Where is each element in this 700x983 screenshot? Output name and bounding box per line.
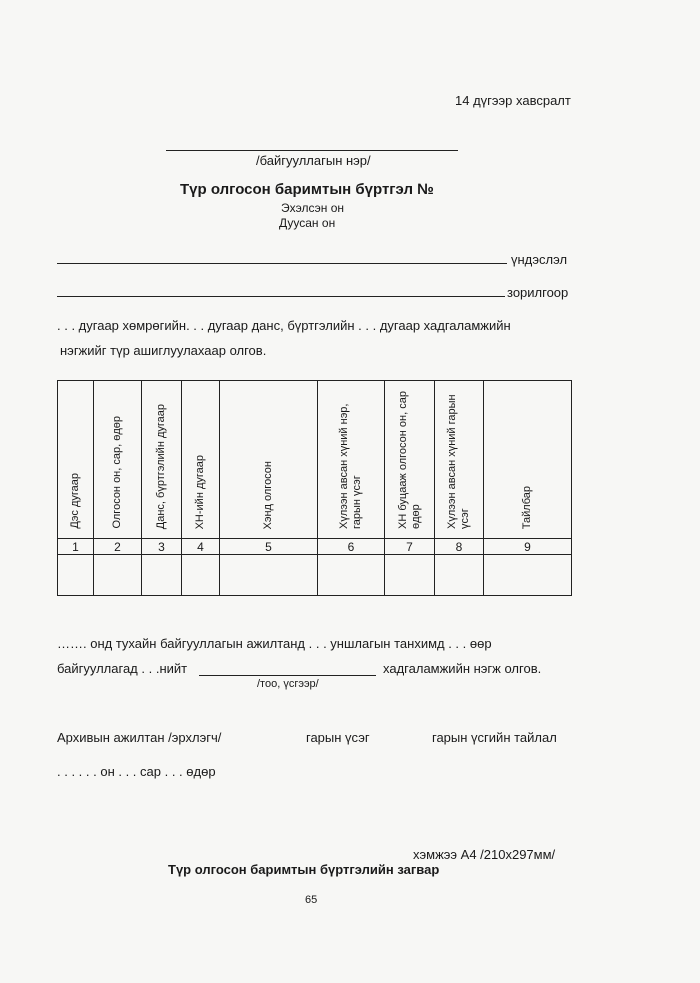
header-label: Дэс дугаар (69, 473, 81, 529)
paragraph-line-2: нэгжийг түр ашиглуулахаар олгов. (60, 343, 267, 358)
org-name-line (166, 150, 458, 151)
column-number: 8 (435, 539, 484, 555)
document-title: Түр олгосон баримтын бүртгэл № (180, 181, 434, 198)
blank-cell (142, 555, 182, 596)
purpose-label: зорилгоор (507, 285, 569, 300)
page-number: 65 (305, 894, 318, 906)
column-number: 6 (318, 539, 385, 555)
blank-cell (385, 555, 435, 596)
column-number: 9 (484, 539, 572, 555)
header-cell (182, 381, 220, 539)
basis-line (57, 263, 507, 264)
header-cell (58, 381, 94, 539)
signature-explanation-label: гарын үсгийн тайлал (432, 730, 557, 745)
appendix-label: 14 дүгээр хавсралт (455, 93, 571, 108)
blank-cell (318, 555, 385, 596)
paper-size-label: хэмжээ А4 /210х297мм/ (413, 847, 556, 862)
blank-cell (435, 555, 484, 596)
ended-year: Дуусан он (279, 216, 336, 230)
basis-label: үндэслэл (511, 252, 568, 267)
org-name-label: /байгууллагын нэр/ (256, 153, 371, 168)
header-label: Данс, бүртгэлийн дугаар (155, 403, 167, 529)
header-label: ХН-ийн дугаар (194, 454, 206, 529)
header-label: Хэнд олгосон (262, 460, 274, 529)
column-number: 7 (385, 539, 435, 555)
paragraph-line-1: . . . дугаар хөмрөгийн. . . дугаар данс, бүртгэлийн . . . дугаар хадгаламжийн (57, 318, 511, 333)
column-number: 3 (142, 539, 182, 555)
column-number: 4 (182, 539, 220, 555)
archivist-label: Архивын ажилтан /эрхлэгч/ (57, 730, 222, 745)
column-number: 5 (220, 539, 318, 555)
count-label: /тоо, үсгээр/ (257, 678, 319, 690)
count-line (199, 675, 376, 676)
column-number: 1 (58, 539, 94, 555)
blank-row (58, 555, 572, 596)
header-row (58, 381, 572, 539)
header-label: ХН буцааж олгосон он, сар өдөр (396, 391, 422, 529)
number-row (58, 539, 572, 555)
purpose-line (57, 296, 505, 297)
header-cell (142, 381, 182, 539)
signature-label: гарын үсэг (306, 730, 370, 745)
blank-cell (220, 555, 318, 596)
header-cell (385, 381, 435, 539)
register-table (57, 380, 572, 596)
form-caption: Түр олгосон баримтын бүртгэлийн загвар (168, 862, 440, 877)
issued-line-2-start: байгууллагад . . .нийт (57, 661, 188, 676)
header-label: Тайлбар (521, 485, 533, 529)
header-label: Олгосон он, сар, өдөр (111, 416, 123, 529)
started-year: Эхэлсэн он (281, 201, 345, 215)
issued-line-1: ……. онд тухайн байгууллагын ажилтанд . . . уншлагын танхимд . . . өөр (57, 636, 492, 651)
header-cell (220, 381, 318, 539)
blank-cell (484, 555, 572, 596)
header-cell (435, 381, 484, 539)
blank-cell (58, 555, 94, 596)
issued-line-2-end: хадгаламжийн нэгж олгов. (383, 661, 542, 676)
header-cell (94, 381, 142, 539)
header-cell (318, 381, 385, 539)
column-number: 2 (94, 539, 142, 555)
header-label: Хүлээн авсан хүний нэр, гарын үсэг (338, 403, 363, 529)
header-cell (484, 381, 572, 539)
header-label: Хүлээн авсан хүний гарын үсэг (446, 394, 471, 529)
date-line: . . . . . . он . . . сар . . . өдөр (57, 764, 216, 779)
blank-cell (94, 555, 142, 596)
blank-cell (182, 555, 220, 596)
